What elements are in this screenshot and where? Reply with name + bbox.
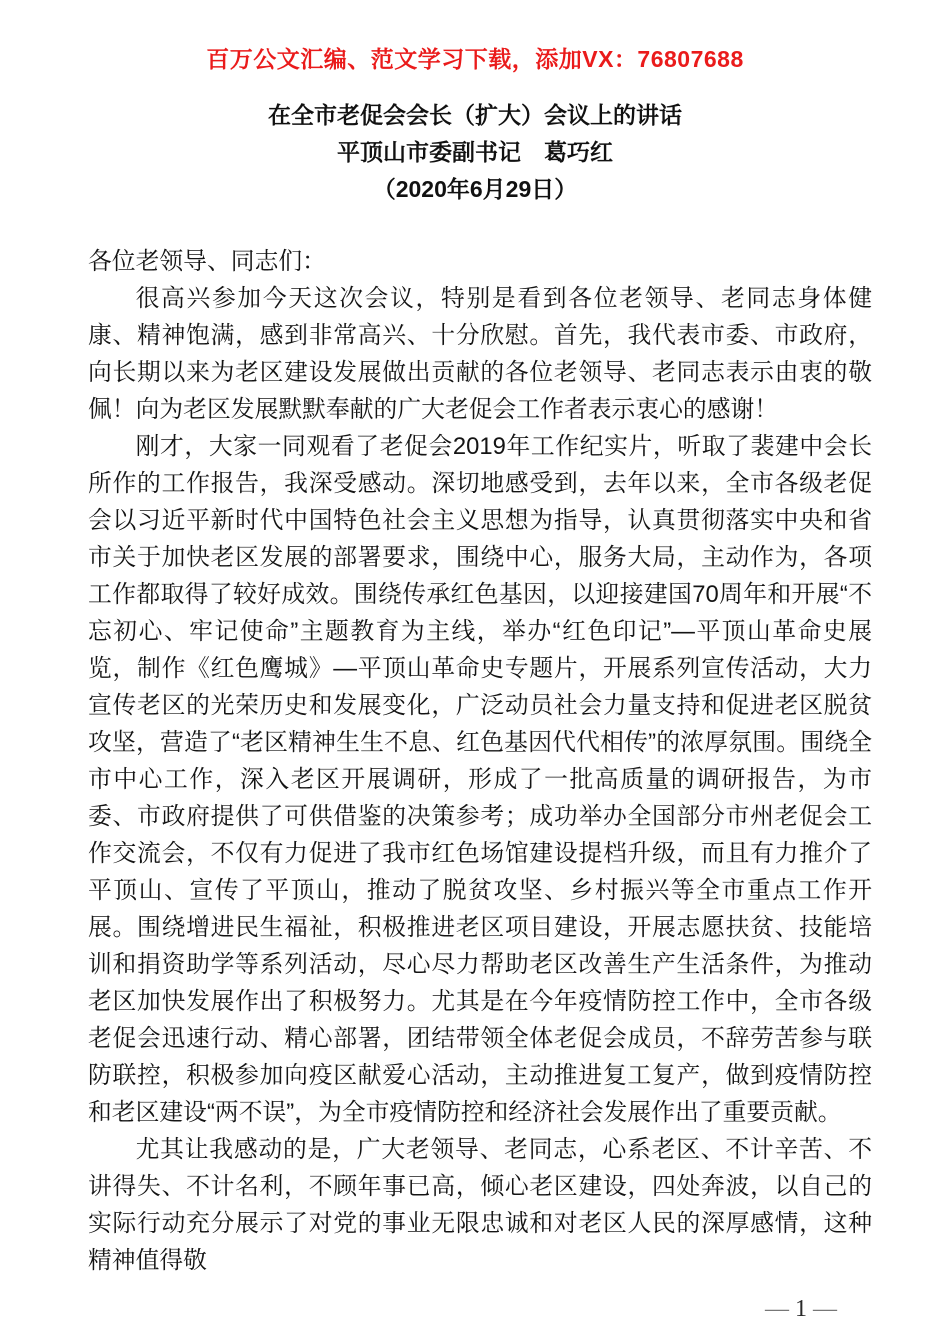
body-paragraph-1: 很高兴参加今天这次会议，特别是看到各位老领导、老同志身体健康、精神饱满，感到非常高兴、十分欣慰。首先，我代表市委、市政府，向长期以来为老区建设发展做出贡献的各位老领导、老同志表示由衷的敬佩！向为老区发展默默奉献的广大老促会工作者表示衷心的感谢！ (88, 285, 872, 423)
page-number (759, 1294, 843, 1324)
page-number-value: 1 (795, 1296, 807, 1322)
watermark-notice: 百万公文汇编、范文学习下载，添加VX：76807688 (206, 46, 744, 72)
document-title: 在全市老促会会长（扩大）会议上的讲话 (268, 102, 682, 128)
page-number-dash-left: — (765, 1296, 789, 1322)
document-date: （2020年6月29日） (372, 176, 578, 202)
body-paragraph-3: 尤其让我感动的是，广大老领导、老同志，心系老区、不计辛苦、不讲得失、不计名利，不顾年事已高，倾心老区建设，四处奔波，以自己的实际行动充分展示了对党的事业无限忠诚和对老区人民的深厚感情，这种精神值得敬 (88, 1136, 872, 1274)
document-body (88, 243, 872, 1279)
document-author: 平顶山市委副书记 葛巧红 (337, 139, 613, 165)
page-number-dash-right: — (813, 1296, 837, 1322)
salutation-line: 各位老领导、同志们： (88, 248, 326, 275)
body-paragraph-2: 刚才，大家一同观看了老促会2019年工作纪实片，听取了裴建中会长所作的工作报告，我深受感动。深切地感受到，去年以来，全市各级老促会以习近平新时代中国特色社会主义思想为指导，认真贯彻落实中央和省市关于加快老区发展的部署要求，围绕中心，服务大局，主动作为，各项工作都取得了较好成效。围绕传承红色基因，以迎接建国70周年和开展“不忘初心、牢记使命”主题教育为主线，举办“红色印记”—平顶山革命史展览，制作《红色鹰城》—平顶山革命史专题片，开展系列宣传活动，大力宣传老区的光荣历史和发展变化，广泛动员社会力量支持和促进老区脱贫攻坚，营造了“老区精神生生不息、红色基因代代相传”的浓厚氛围。围绕全市中心工作，深入老区开展调研，形成了一批高质量的调研报告，为市委、市政府提供了可供借鉴的决策参考；成功举办全国部分市州老促会工作交流会，不仅有力促进了我市红色场馆建设提档升级，而且有力推介了平顶山、宣传了平顶山，推动了脱贫攻坚、乡村振兴等全市重点工作开展。围绕增进民生福祉，积极推进老区项目建设，开展志愿扶贫、技能培训和捐资助学等系列活动，尽心尽力帮助老区改善生产生活条件，为推动老区加快发展作出了积极努力。尤其是在今年疫情防控工作中，全市各级老促会迅速行动、精心部署，团结带领全体老促会成员，不辞劳苦参与联防联控，积极参加向疫区献爱心活动，主动推进复工复产，做到疫情防控和老区建设“两不误”，为全市疫情防控和经济社会发展作出了重要贡献。 (88, 433, 872, 1126)
